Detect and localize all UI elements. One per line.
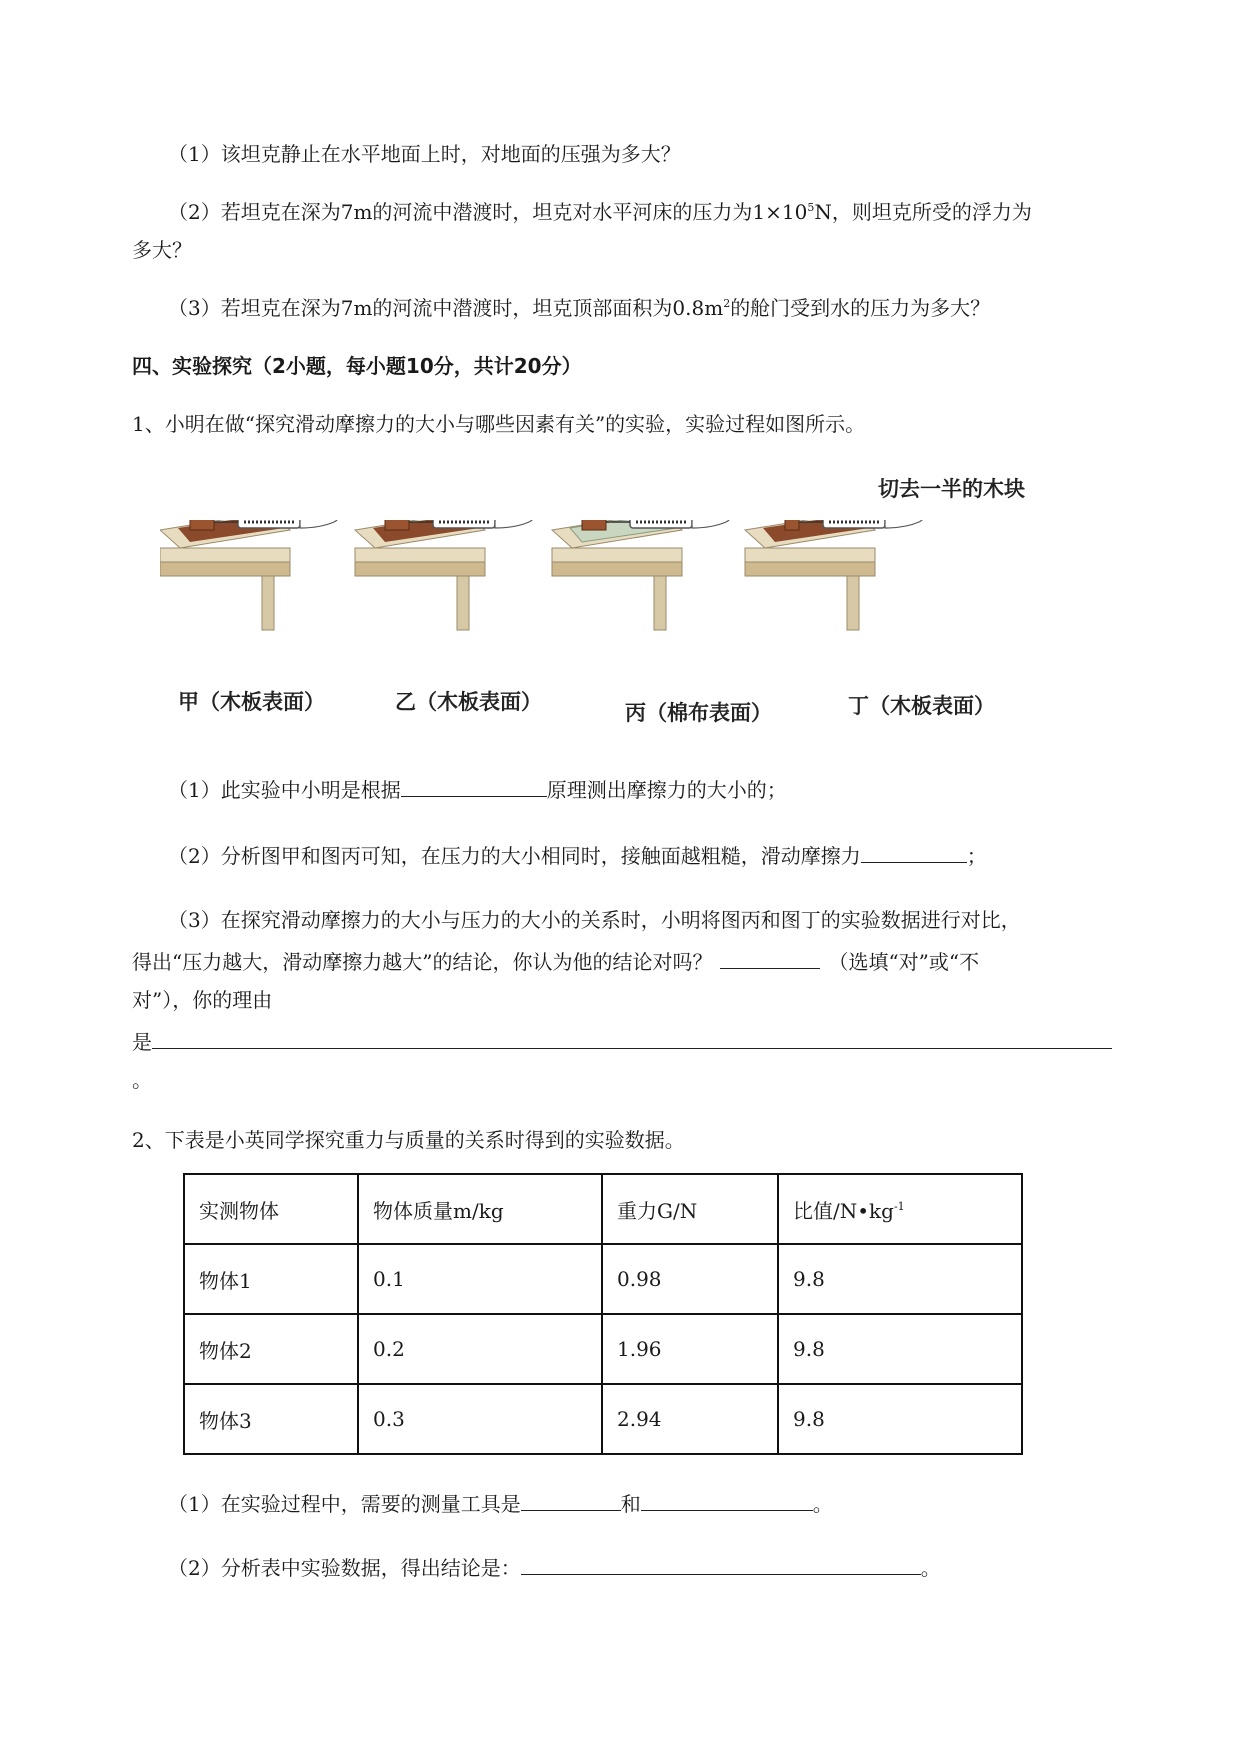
- table-row: [184, 1244, 1022, 1314]
- table-cell: 9.8: [778, 1244, 1022, 1314]
- exp1-q2-answer-blank[interactable]: [861, 840, 967, 863]
- table-row: [184, 1314, 1022, 1384]
- exp1-q2-text-b: ；: [966, 844, 987, 868]
- gravity-mass-table: [183, 1173, 1023, 1455]
- exp2-q2-text-b: 。: [920, 1556, 941, 1580]
- section4-title: 四、实验探究（2小题，每小题10分，共计20分）: [132, 354, 582, 378]
- caption-bing: 丙（棉布表面）: [625, 701, 772, 725]
- table-cell: 0.2: [358, 1314, 602, 1384]
- q3-part2-text-a: （2）若坦克在深为7m的河流中潜渡时，坦克对水平河床的压力为1×10: [168, 200, 808, 224]
- exp1-q3-line4: [132, 1026, 1112, 1056]
- exp1-q2: [168, 840, 987, 870]
- panel-yi: [355, 520, 534, 630]
- panel-ding: [745, 520, 924, 630]
- exp1-q3-line4-text: 是: [132, 1030, 152, 1054]
- caption-ding: 丁（木板表面）: [848, 694, 995, 718]
- exp2-q1: [168, 1488, 833, 1518]
- panel-bing: [552, 520, 731, 630]
- table-cell: 0.3: [358, 1384, 602, 1454]
- exp1-q1: [168, 774, 787, 804]
- table-header-cell: 实测物体: [184, 1174, 358, 1244]
- exp2-q1-text-b: 和: [620, 1492, 641, 1516]
- exp2-q2-text-a: （2）分析表中实验数据，得出结论是：: [168, 1556, 521, 1580]
- table-cell: 物体2: [184, 1314, 358, 1384]
- exp1-intro: 1、小明在做“探究滑动摩擦力的大小与哪些因素有关”的实验，实验过程如图所示。: [132, 412, 866, 436]
- q3-part3: [168, 294, 990, 322]
- exp1-q3-line2-text-a: 得出“压力越大，滑动摩擦力越大”的结论，你认为他的结论对吗？: [132, 950, 713, 974]
- exp2-q2: [168, 1552, 941, 1582]
- exp2-q1-text-a: （1）在实验过程中，需要的测量工具是: [168, 1492, 521, 1516]
- q3-part3-text-a: （3）若坦克在深为7m的河流中潜渡时，坦克顶部面积为0.8m: [168, 296, 724, 320]
- table-header-cell: [778, 1174, 1022, 1244]
- q3-part3-text-b: 的舱门受到水的压力为多大？: [730, 296, 991, 320]
- exp2-q2-conclusion-blank[interactable]: [521, 1552, 921, 1575]
- exp1-q3-end: 。: [132, 1068, 152, 1092]
- q3-part2-text-b: N，则坦克所受的浮力为: [814, 200, 1032, 224]
- exp1-q1-answer-blank[interactable]: [401, 774, 547, 797]
- table-cell: 9.8: [778, 1384, 1022, 1454]
- q3-part3-exponent: 2: [723, 297, 731, 310]
- caption-yi: 乙（木板表面）: [395, 690, 542, 714]
- table-header-cell: 物体质量m/kg: [358, 1174, 602, 1244]
- exp2-q1-tool1-blank[interactable]: [521, 1488, 621, 1511]
- exp1-q1-text-a: （1）此实验中小明是根据: [168, 778, 401, 802]
- table-header-cell: 重力G/N: [602, 1174, 778, 1244]
- table-cell: 0.1: [358, 1244, 602, 1314]
- q3-part2: [168, 198, 1032, 226]
- exp1-q2-text-a: （2）分析图甲和图丙可知，在压力的大小相同时，接触面越粗糙，滑动摩擦力: [168, 844, 861, 868]
- exp1-q3-line2: [132, 946, 979, 976]
- ratio-header-exponent: -1: [893, 1199, 905, 1213]
- exp2-q1-text-c: 。: [812, 1492, 833, 1516]
- ratio-header-text: 比值/N•kg: [793, 1198, 894, 1223]
- exp2-intro: 2、下表是小英同学探究重力与质量的关系时得到的实验数据。: [132, 1128, 685, 1152]
- exp1-q3-line1: （3）在探究滑动摩擦力的大小与压力的大小的关系时，小明将图丙和图丁的实验数据进行对比，: [168, 908, 1021, 932]
- table-cell: 物体1: [184, 1244, 358, 1314]
- caption-jia: 甲（木板表面）: [178, 690, 325, 714]
- table-cell: 2.94: [602, 1384, 778, 1454]
- table-cell: 0.98: [602, 1244, 778, 1314]
- table-row: [184, 1384, 1022, 1454]
- exp2-q1-tool2-blank[interactable]: [641, 1488, 813, 1511]
- q3-part2-cont: 多大？: [132, 238, 192, 262]
- table-cell: 9.8: [778, 1314, 1022, 1384]
- q3-part1: （1）该坦克静止在水平地面上时，对地面的压强为多大？: [168, 142, 681, 166]
- exp1-q3-reason-blank[interactable]: [152, 1026, 1112, 1049]
- table-cell: 物体3: [184, 1384, 358, 1454]
- exp1-q3-line2-text-b: （选填“对”或“不: [828, 950, 980, 974]
- exp1-q1-text-b: 原理测出摩擦力的大小的；: [546, 778, 787, 802]
- panel-jia: [160, 520, 339, 630]
- table-cell: 1.96: [602, 1314, 778, 1384]
- exp1-q3-line3: 对”），你的理由: [132, 988, 273, 1012]
- figure-top-label: 切去一半的木块: [878, 477, 1025, 501]
- exp1-q3-judgement-blank[interactable]: [720, 946, 820, 969]
- table-header-row: [184, 1174, 1022, 1244]
- q3-part2-exponent: 5: [807, 201, 815, 214]
